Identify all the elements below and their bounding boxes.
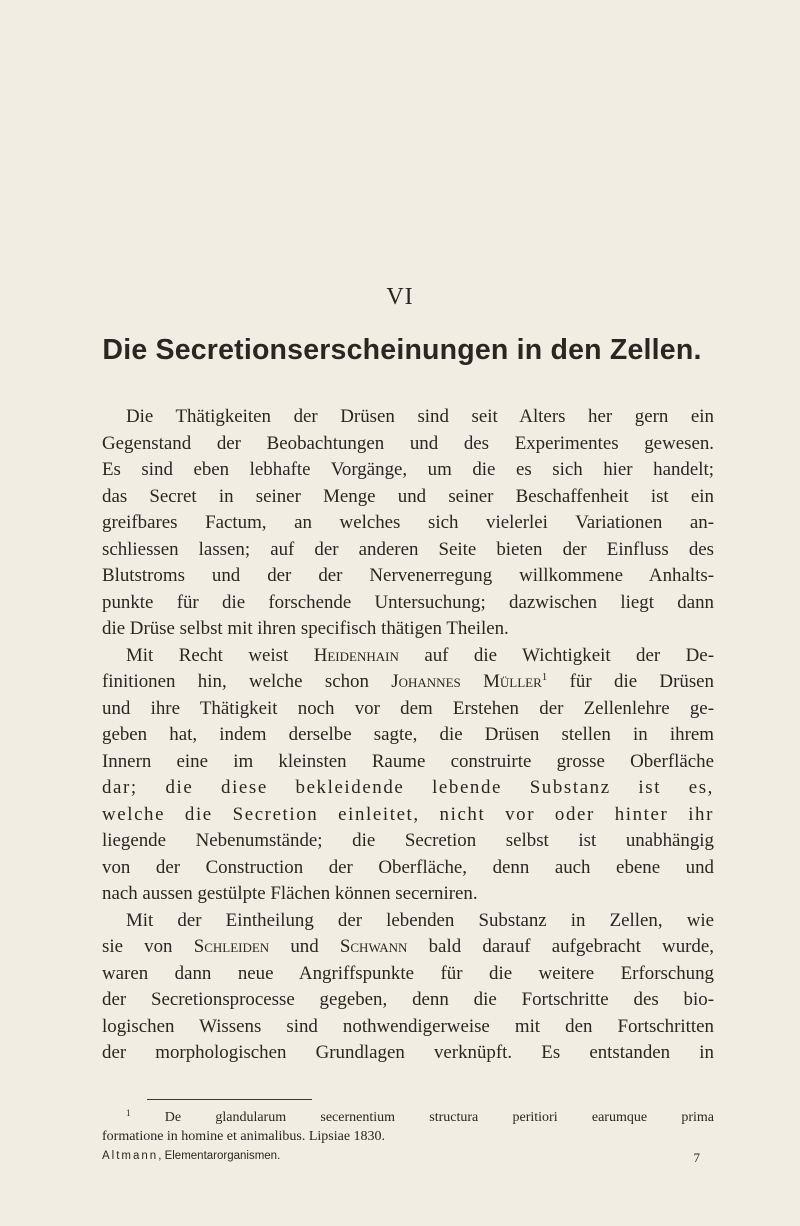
text-run: finitionen hin, welche schon <box>102 671 392 692</box>
text-line: das Secret in seiner Menge und seiner Beschaffenheit ist ein <box>102 485 714 507</box>
text-line <box>102 669 714 696</box>
emphasized-line: welche die Secretion einleitet, nicht vor oder hinter ihr <box>102 803 714 825</box>
text-line <box>102 643 714 670</box>
paragraph-3 <box>102 908 714 1067</box>
chapter-title: Die Secretionserscheinungen in den Zellen. <box>102 334 702 366</box>
footnote-text: De glandularum secernentium structura peritiori earumque prima <box>130 1110 714 1125</box>
text-line: punkte für die forschende Untersuchung; dazwischen liegt dann <box>102 591 714 613</box>
footnote-number: 1 <box>126 1108 131 1118</box>
footnote-marker: 1 <box>541 671 548 683</box>
text-line: geben hat, indem derselbe sagte, die Drüsen stellen in ihrem <box>102 724 714 745</box>
text-line: Es sind eben lebhafte Vorgänge, um die es sich hier handelt; <box>102 459 714 480</box>
text-line: Die Thätigkeiten der Drüsen sind seit Alters her gern ein <box>126 406 714 427</box>
text-run: für die Drüsen <box>547 671 714 692</box>
footnote <box>102 1108 714 1146</box>
signature-title: , Elementarorganismen. <box>158 1150 281 1162</box>
text-line: logischen Wissens sind nothwendigerweise mit den Fortschritten <box>102 1015 714 1037</box>
text-line: der Secretionsprocesse gegeben, denn die Fortschritte des bio- <box>102 989 714 1010</box>
text-run: sie von <box>102 936 194 957</box>
printer-signature <box>102 1150 714 1166</box>
signature-number: 7 <box>693 1150 700 1165</box>
footnote-line <box>102 1108 714 1127</box>
text-line: Mit der Eintheilung der lebenden Substanz in Zellen, wie <box>126 909 714 931</box>
text-line: von der Construction der Oberfläche, denn auch ebene und <box>102 856 714 878</box>
text-line: und ihre Thätigkeit noch vor dem Erstehen der Zellenlehre ge- <box>102 697 714 719</box>
text-run: auf die Wichtigkeit der De- <box>398 644 714 666</box>
author-name-heidenhain: Heidenhain <box>313 644 399 666</box>
text-run: bald darauf aufgebracht wurde, <box>407 936 714 957</box>
author-name-schwann: Schwann <box>339 936 408 957</box>
body-text <box>102 404 714 1067</box>
text-line: nach aussen gestülpte Flächen können secerniren. <box>102 883 478 904</box>
text-line: waren dann neue Angriffspunkte für die weitere Erforschung <box>102 962 714 984</box>
paragraph-2 <box>102 643 714 908</box>
text-line: greifbares Factum, an welches sich vielerlei Variationen an- <box>102 512 714 533</box>
text-line: schliessen lassen; auf der anderen Seite bieten der Einfluss des <box>102 538 714 560</box>
text-run: Mit Recht weist <box>126 644 314 666</box>
text-line: Gegenstand der Beobachtungen und des Experimentes gewesen. <box>102 432 714 454</box>
emphasized-line: dar; die diese bekleidende lebende Substanz ist es, <box>102 777 714 798</box>
chapter-number: VI <box>386 284 414 310</box>
text-line: die Drüse selbst mit ihren specifisch thätigen Theilen. <box>102 618 509 639</box>
text-line <box>102 934 714 961</box>
paragraph-1 <box>102 404 714 643</box>
signature-author: Altmann <box>102 1150 159 1162</box>
text-line: Blutstroms und der der Nervenerregung willkommene Anhalts- <box>102 565 714 586</box>
footnote-line: formatione in homine et animalibus. Lipsiae 1830. <box>102 1129 386 1144</box>
text-line: liegende Nebenumstände; die Secretion selbst ist unabhängig <box>102 830 714 851</box>
author-name-mueller: Johannes Müller <box>391 671 542 692</box>
text-line: der morphologischen Grundlagen verknüpft. Es entstanden in <box>102 1042 714 1063</box>
signature-text <box>102 1150 280 1166</box>
footnote-divider <box>147 1099 312 1100</box>
author-name-schleiden: Schleiden <box>193 936 270 957</box>
text-line: Innern eine im kleinsten Raume construirte grosse Oberfläche <box>102 750 714 772</box>
text-run: und <box>269 936 340 957</box>
